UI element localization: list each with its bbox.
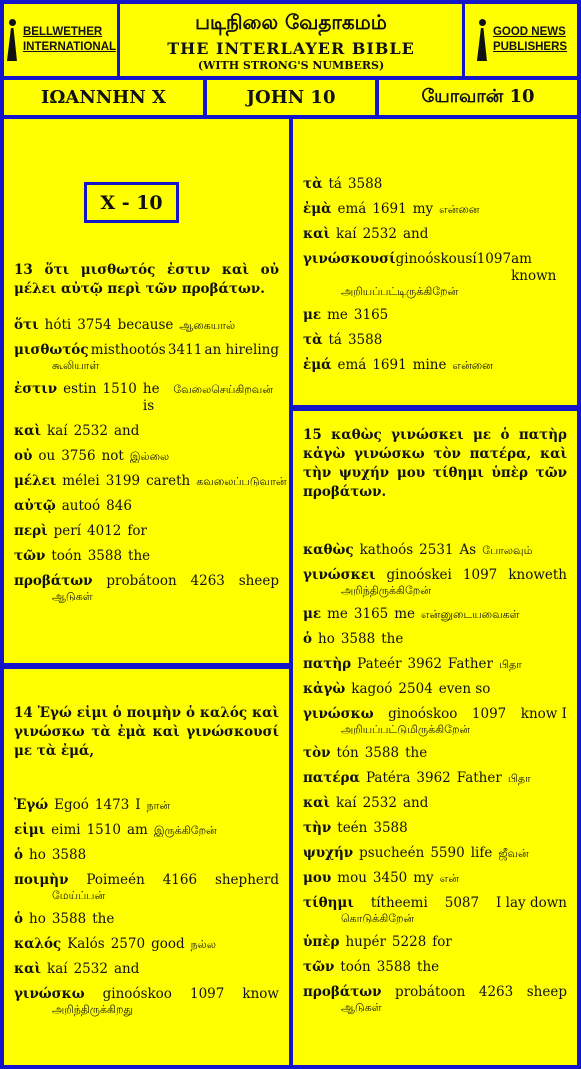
strongs-number: 3411: [167, 342, 203, 358]
strongs-number: 3754: [77, 317, 112, 333]
transliteration: autoó: [61, 498, 101, 514]
strongs-number: 3588: [87, 548, 123, 564]
strongs-number: 1097: [471, 706, 507, 722]
transliteration: Pateér: [357, 656, 402, 672]
strongs-number: 4166: [162, 872, 198, 888]
strongs-number: 3165: [353, 307, 389, 323]
strongs-number: 3588: [51, 847, 87, 863]
greek-word: κἀγὼ: [303, 681, 346, 697]
english-gloss: the: [92, 911, 115, 927]
greek-word: περὶ: [14, 523, 48, 539]
word-entry: [14, 872, 279, 903]
word-entry: [14, 473, 287, 490]
strongs-number: 1097: [190, 986, 225, 1002]
transliteration: ou: [38, 448, 56, 464]
english-gloss: know I: [520, 706, 567, 722]
strongs-number: 3588: [347, 332, 383, 348]
word-entry: [303, 332, 567, 349]
greek-word: εἰμι: [14, 822, 46, 838]
tamil-gloss: ஆடுகள்: [341, 1001, 382, 1014]
word-entry: [14, 911, 279, 928]
transliteration: kagoó: [351, 681, 393, 697]
tamil-gloss: போலவும்: [482, 544, 533, 557]
english-gloss: an hireling: [204, 342, 279, 358]
word-entry: [303, 845, 567, 862]
english-gloss: he is: [142, 381, 160, 414]
strongs-number: 2531: [419, 542, 454, 558]
word-entry: [303, 176, 567, 193]
transliteration: Patéra: [365, 770, 411, 786]
logo-left-line2: INTERNATIONAL: [22, 41, 117, 53]
strongs-number: 2532: [362, 795, 397, 811]
english-gloss: and: [402, 226, 429, 242]
strongs-number: 3588: [364, 745, 400, 761]
greek-word: οὐ: [14, 448, 33, 464]
english-gloss: good: [151, 936, 185, 952]
word-entry: [14, 986, 279, 1017]
transliteration: mou: [337, 870, 367, 886]
strongs-number: 1097: [462, 567, 498, 583]
english-gloss: careth: [146, 473, 191, 489]
greek-word: τὸν: [303, 745, 331, 761]
strongs-number: 3962: [407, 656, 442, 672]
word-entry: [14, 797, 279, 814]
transliteration: kaí: [47, 961, 68, 977]
transliteration: hupér: [345, 934, 386, 950]
greek-word: τῶν: [14, 548, 46, 564]
word-entry: [14, 423, 279, 440]
tamil-gloss: நல்ல: [190, 938, 216, 951]
transliteration: kathoós: [359, 542, 414, 558]
word-list-13: [14, 317, 287, 604]
transliteration: tá: [328, 176, 342, 192]
tamil-gloss: இல்லை: [129, 450, 170, 463]
strongs-number: 3588: [376, 959, 412, 975]
tamil-gloss: பிதா: [498, 658, 522, 671]
transliteration: ho: [29, 847, 46, 863]
transliteration: me: [327, 307, 348, 323]
logo-left: [4, 4, 117, 76]
word-entry: [14, 822, 279, 839]
logo-right-line1: GOOD NEWS: [492, 26, 566, 38]
transliteration: ho: [318, 631, 335, 647]
tamil-gloss: ஜீவன்: [498, 847, 529, 860]
word-entry: [303, 959, 567, 976]
english-gloss: I lay down: [496, 895, 567, 911]
word-entry: [303, 542, 567, 559]
english-gloss: Father: [447, 656, 493, 672]
word-entry: [14, 342, 279, 373]
title-tamil: படிநிலை வேதாகமம்: [195, 10, 387, 34]
word-entry: [14, 381, 279, 415]
panel-verse-15: [293, 411, 577, 1065]
greek-word: Ἐγώ: [14, 797, 49, 813]
strongs-number: 3588: [373, 820, 408, 836]
strongs-number: 3588: [347, 176, 383, 192]
tamil-gloss: கவலைப்படுவான்: [196, 475, 287, 488]
greek-word: καὶ: [14, 423, 42, 439]
transliteration: kaí: [47, 423, 68, 439]
greek-word: ὅτι: [14, 317, 39, 333]
english-gloss: for: [432, 934, 452, 950]
tamil-gloss: மேய்ப்பன்: [52, 889, 106, 902]
greek-word: πατέρα: [303, 770, 360, 786]
title-block: [120, 4, 462, 76]
word-entry: [14, 936, 279, 953]
greek-word: γινώσκω: [14, 986, 85, 1002]
logo-left-line1: BELLWETHER: [22, 26, 103, 38]
greek-word: ὁ: [14, 847, 24, 863]
strongs-number: 3199: [105, 473, 141, 489]
transliteration: ginoóskoo: [388, 706, 458, 722]
english-gloss: because: [117, 317, 174, 333]
greek-word: ὑπὲρ: [303, 934, 340, 950]
greek-word: προβάτων: [303, 984, 382, 1000]
chapter-badge: X - 10: [84, 182, 179, 223]
transliteration: emá: [337, 201, 367, 217]
transliteration: perí: [53, 523, 82, 539]
greek-word: καλός: [14, 936, 62, 952]
greek-word: καὶ: [303, 226, 331, 242]
tamil-gloss: ஆகையால்: [179, 319, 236, 332]
transliteration: probátoon: [395, 984, 466, 1000]
tamil-gloss: அறியப்பட்டுமிருக்கிறேன்: [341, 723, 471, 736]
greek-word: γινώσκω: [303, 706, 374, 722]
transliteration: tá: [328, 332, 342, 348]
english-gloss: know: [242, 986, 279, 1002]
verse-13-text: 13 ὅτι μισθωτός ἐστιν καὶ οὐ μέλει αὐτῷ περὶ τῶν προβάτων.: [14, 262, 279, 297]
english-gloss: and: [402, 795, 429, 811]
transliteration: ginoóskousí: [395, 251, 477, 267]
greek-word: με: [303, 606, 322, 622]
transliteration: hóti: [44, 317, 72, 333]
tamil-gloss: என்: [439, 872, 459, 885]
transliteration: kaí: [336, 226, 357, 242]
word-entry: [303, 770, 567, 787]
strongs-number: 1510: [86, 822, 121, 838]
greek-word: καθὼς: [303, 542, 354, 558]
verse-15-text: 15 καθὼς γινώσκει με ὁ πατὴρ κἀγὼ γινώσκω τὸν πατέρα, καὶ τὴν ψυχήν μου τίθημι ὑπὲρ τῶν προβάτων.: [303, 427, 567, 500]
greek-word: γινώσκει: [303, 567, 376, 583]
english-gloss: the: [417, 959, 440, 975]
greek-word: τῶν: [303, 959, 335, 975]
english-gloss: sheep: [526, 984, 567, 1000]
strongs-number: 3165: [353, 606, 389, 622]
strongs-number: 3756: [61, 448, 96, 464]
greek-word: γινώσκουσί: [303, 251, 396, 267]
word-list-14-cont: [303, 176, 567, 374]
english-gloss: for: [127, 523, 147, 539]
panel-verse-14-cont: [293, 119, 577, 405]
strongs-number: 1097: [476, 251, 512, 267]
english-gloss: my: [412, 201, 434, 217]
word-entry: [14, 961, 279, 978]
greek-word: ἐμά: [303, 357, 332, 373]
strongs-number: 5087: [444, 895, 480, 911]
greek-word: προβάτων: [14, 573, 93, 589]
greek-word: ὁ: [14, 911, 24, 927]
transliteration: toón: [340, 959, 371, 975]
greek-word: τὴν: [303, 820, 332, 836]
english-gloss: sheep: [238, 573, 279, 589]
transliteration: kaí: [336, 795, 357, 811]
greek-word: πατὴρ: [303, 656, 352, 672]
title-english: THE INTERLAYER BIBLE: [167, 39, 415, 58]
transliteration: me: [327, 606, 348, 622]
english-gloss: and: [113, 423, 140, 439]
word-entry: [303, 631, 567, 648]
transliteration: eimi: [51, 822, 81, 838]
word-entry: [303, 934, 567, 951]
tamil-gloss: கொடுக்கிறேன்: [341, 912, 415, 925]
word-entry: [303, 895, 567, 926]
strongs-number: 2532: [73, 423, 108, 439]
transliteration: ho: [29, 911, 46, 927]
english-gloss: not: [101, 448, 124, 464]
shepherd-icon: [5, 19, 19, 61]
english-gloss: mine: [412, 357, 447, 373]
tamil-gloss: வேலைசெய்கிறவன்: [173, 383, 273, 396]
word-entry: [303, 984, 567, 1015]
strongs-number: 1691: [372, 357, 407, 373]
strongs-number: 2532: [362, 226, 397, 242]
word-list-14: [14, 797, 279, 1017]
logo-right: [465, 4, 577, 76]
greek-word: ἐμὰ: [303, 201, 332, 217]
english-gloss: shepherd: [214, 872, 279, 888]
word-entry: [303, 795, 567, 812]
word-entry: [14, 573, 279, 604]
word-entry: [303, 226, 567, 243]
logo-right-line2: PUBLISHERS: [492, 41, 568, 53]
greek-word: ἐστιν: [14, 381, 58, 397]
strongs-number: 2532: [73, 961, 108, 977]
verse-14-text: 14 Ἐγώ εἰμι ὁ ποιμὴν ὁ καλός καὶ γινώσκω τὰ ἐμὰ καὶ γινώσκουσί με τὰ ἐμά,: [14, 705, 279, 759]
greek-word: ὁ: [303, 631, 313, 647]
tamil-gloss: ஆடுகள்: [52, 590, 93, 603]
greek-word: τὰ: [303, 176, 323, 192]
word-entry: [303, 681, 567, 698]
english-gloss: me: [394, 606, 416, 622]
greek-word: καὶ: [14, 961, 42, 977]
word-entry: [303, 251, 567, 299]
word-entry: [303, 745, 567, 762]
word-entry: [14, 317, 279, 334]
english-gloss: even so: [438, 681, 491, 697]
word-entry: [303, 656, 567, 673]
word-entry: [303, 357, 567, 374]
transliteration: Egoó: [54, 797, 89, 813]
tamil-gloss: நான்: [146, 799, 171, 812]
tamil-gloss: என்னை: [452, 359, 493, 372]
greek-word: καὶ: [303, 795, 331, 811]
title-subtitle: (WITH STRONG'S NUMBERS): [197, 59, 385, 72]
strongs-number: 5228: [391, 934, 427, 950]
strongs-number: 5590: [430, 845, 465, 861]
word-entry: [14, 523, 279, 540]
transliteration: ginoóskei: [386, 567, 452, 583]
word-entry: [303, 870, 567, 887]
transliteration: misthootós: [90, 342, 166, 358]
english-gloss: Father: [456, 770, 502, 786]
transliteration: Poimeén: [86, 872, 145, 888]
word-entry: [303, 706, 567, 737]
english-gloss: life: [470, 845, 493, 861]
greek-word: μέλει: [14, 473, 57, 489]
shepherd-icon: [475, 19, 489, 61]
strongs-number: 846: [106, 498, 132, 514]
word-entry: [303, 567, 567, 598]
greek-word: μισθωτός: [14, 342, 89, 358]
word-entry: [14, 448, 279, 465]
english-gloss: As: [459, 542, 477, 558]
english-gloss: the: [381, 631, 404, 647]
tamil-gloss: அறிந்திருக்கிறது: [52, 1003, 134, 1016]
strongs-number: 3962: [416, 770, 451, 786]
transliteration: Kalós: [67, 936, 105, 952]
transliteration: tón: [336, 745, 359, 761]
strongs-number: 1510: [102, 381, 137, 397]
word-entry: [303, 606, 567, 623]
word-entry: [303, 307, 567, 324]
panel-verse-14: [4, 669, 289, 1065]
word-entry: [303, 201, 567, 218]
transliteration: ginoóskoo: [102, 986, 172, 1002]
transliteration: teén: [337, 820, 368, 836]
transliteration: títheemi: [370, 895, 428, 911]
word-entry: [14, 498, 279, 515]
strongs-number: 4012: [87, 523, 122, 539]
strongs-number: 1473: [94, 797, 130, 813]
transliteration: probátoon: [106, 573, 177, 589]
strongs-number: 2504: [398, 681, 433, 697]
book-tamil: யோவான் 10: [379, 80, 577, 115]
strongs-number: 2570: [110, 936, 146, 952]
english-gloss: and: [113, 961, 140, 977]
word-entry: [303, 820, 567, 837]
strongs-number: 4263: [190, 573, 225, 589]
strongs-number: 3450: [372, 870, 408, 886]
english-gloss: the: [128, 548, 151, 564]
greek-word: ψυχήν: [303, 845, 354, 861]
word-entry: [14, 548, 279, 565]
word-entry: [14, 847, 279, 864]
book-english: JOHN 10: [207, 80, 375, 115]
transliteration: psucheén: [359, 845, 425, 861]
greek-word: με: [303, 307, 322, 323]
greek-word: ποιμὴν: [14, 872, 69, 888]
greek-word: αὐτῷ: [14, 498, 56, 514]
english-gloss: I: [135, 797, 141, 813]
greek-word: τὰ: [303, 332, 323, 348]
tamil-gloss: அறிந்திருக்கிறேன்: [341, 584, 431, 597]
greek-word: μου: [303, 870, 332, 886]
book-greek: ΙΩΑΝΝΗΝ X: [4, 80, 203, 115]
tamil-gloss: இருக்கிறேன்: [153, 824, 217, 837]
tamil-gloss: அறியப்பட்டிருக்கிறேன்: [341, 285, 459, 298]
strongs-number: 3588: [51, 911, 87, 927]
english-gloss: am: [126, 822, 148, 838]
strongs-number: 3588: [340, 631, 376, 647]
english-gloss: the: [405, 745, 428, 761]
tamil-gloss: என்னுடையவைகள்: [421, 608, 520, 621]
strongs-number: 1691: [372, 201, 407, 217]
strongs-number: 4263: [478, 984, 514, 1000]
transliteration: emá: [337, 357, 367, 373]
english-gloss: am known: [511, 251, 557, 284]
tamil-gloss: கூலியாள்: [52, 359, 100, 372]
tamil-gloss: என்னை: [439, 203, 480, 216]
transliteration: estin: [63, 381, 97, 397]
word-list-15: [303, 542, 567, 1015]
english-gloss: knoweth: [508, 567, 567, 583]
transliteration: mélei: [62, 473, 100, 489]
tamil-gloss: பிதா: [507, 772, 531, 785]
english-gloss: my: [413, 870, 434, 886]
panel-verse-13: [4, 119, 289, 663]
greek-word: τίθημι: [303, 895, 354, 911]
transliteration: toón: [51, 548, 82, 564]
